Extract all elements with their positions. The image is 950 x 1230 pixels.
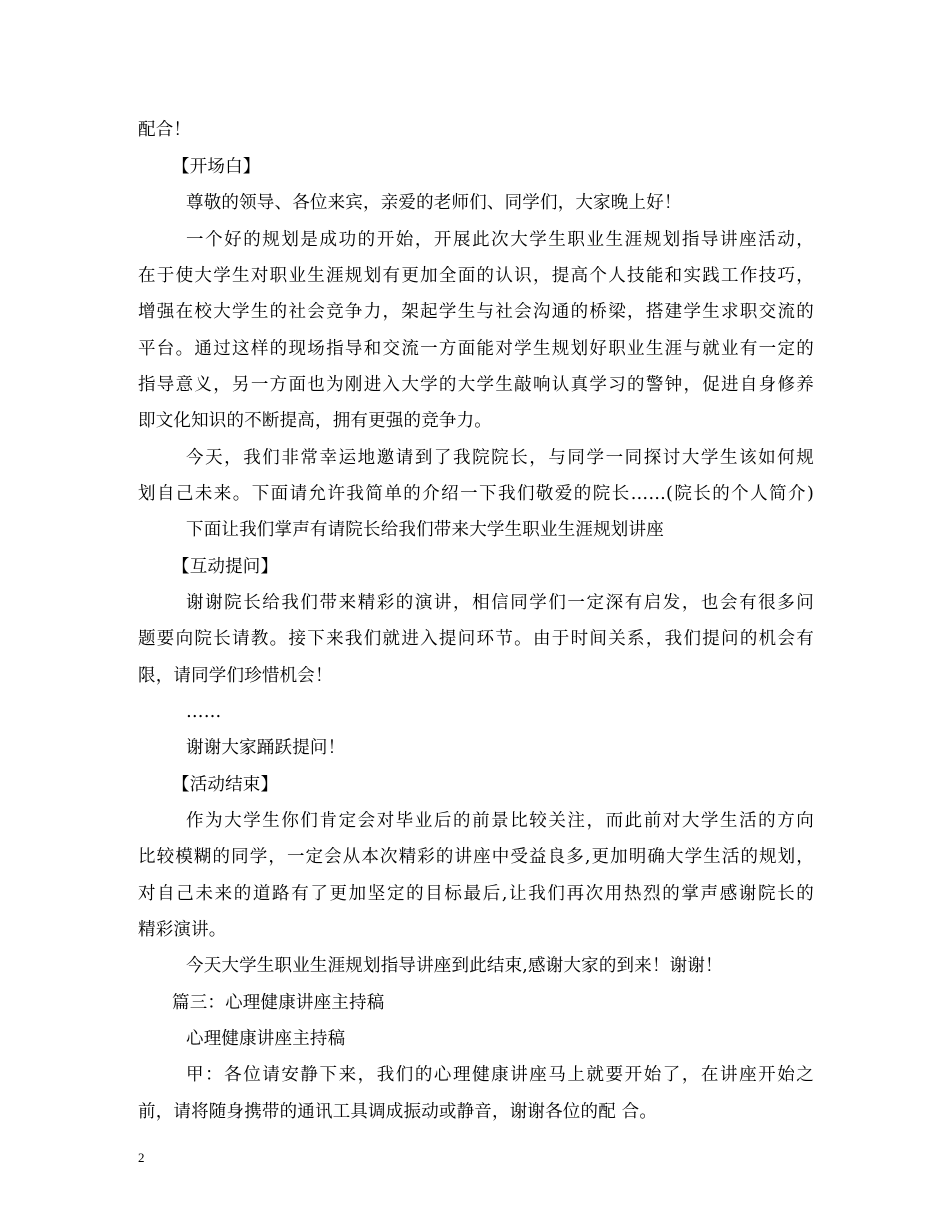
section-heading-qa: 【互动提问】 [172,557,279,577]
text-line: 配合！ [138,120,192,140]
chapter-title: 篇三：心理健康讲座主持稿 [172,993,385,1013]
text-line: 增强在校大学生的社会竞争力，架起学生与社会沟通的桥梁，搭建学生求职交流的 [138,302,814,322]
text-line: 指导意义，另一方面也为刚进入大学的大学生敲响认真学习的警钟，促进自身修养 [138,375,814,395]
page-number: 2 [138,1150,145,1165]
speech-title: 心理健康讲座主持稿 [186,1029,346,1049]
text-line: 前，请将随身携带的通讯工具调成振动或静音，谢谢各位的配 合。 [138,1102,658,1122]
text-line: 题要向院长请教。接下来我们就进入提问环节。由于时间关系，我们提问的机会有 [138,629,814,649]
text-line: 作为大学生你们肯定会对毕业后的前景比较关注，而此前对大学生活的方向 [186,811,814,831]
text-line: 精彩演讲。 [138,920,227,940]
text-line: 尊敬的领导、各位来宾，亲爱的老师们、同学们，大家晚上好！ [186,193,682,213]
text-line: 下面让我们掌声有请院长给我们带来大学生职业生涯规划讲座 [186,520,664,540]
section-heading-opening: 【开场白】 [172,157,261,177]
text-line: 一个好的规划是成功的开始，开展此次大学生职业生涯规划指导讲座活动， [186,230,814,250]
section-heading-closing: 【活动结束】 [172,775,279,795]
text-line: 对自己未来的道路有了更加坚定的目标最后,让我们再次用热烈的掌声感谢院长的 [138,884,814,904]
text-line: 谢谢大家踊跃提问！ [186,738,346,758]
text-line: 在于使大学生对职业生涯规划有更加全面的认识，提高个人技能和实践工作技巧， [138,266,814,286]
ellipsis-line: …… [186,702,222,722]
text-line: 平台。通过这样的现场指导和交流一方面能对学生规划好职业生涯与就业有一定的 [138,339,814,359]
text-line: 今天大学生职业生涯规划指导讲座到此结束,感谢大家的到来！谢谢！ [186,956,723,976]
text-line: 限，请同学们珍惜机会！ [138,666,333,686]
text-line: 划自己未来。下面请允许我简单的介绍一下我们敬爱的院长……(院长的个人简介) [138,484,814,504]
text-line: 即文化知识的不断提高，拥有更强的竞争力。 [138,411,492,431]
text-line: 谢谢院长给我们带来精彩的演讲，相信同学们一定深有启发，也会有很多问 [186,593,814,613]
text-line: 今天，我们非常幸运地邀请到了我院院长，与同学一同探讨大学生该如何规 [186,448,814,468]
text-line: 甲：各位请安静下来，我们的心理健康讲座马上就要开始了，在讲座开始之 [186,1065,814,1085]
text-line: 比较模糊的同学，一定会从本次精彩的讲座中受益良多,更加明确大学生活的规划， [138,847,814,867]
